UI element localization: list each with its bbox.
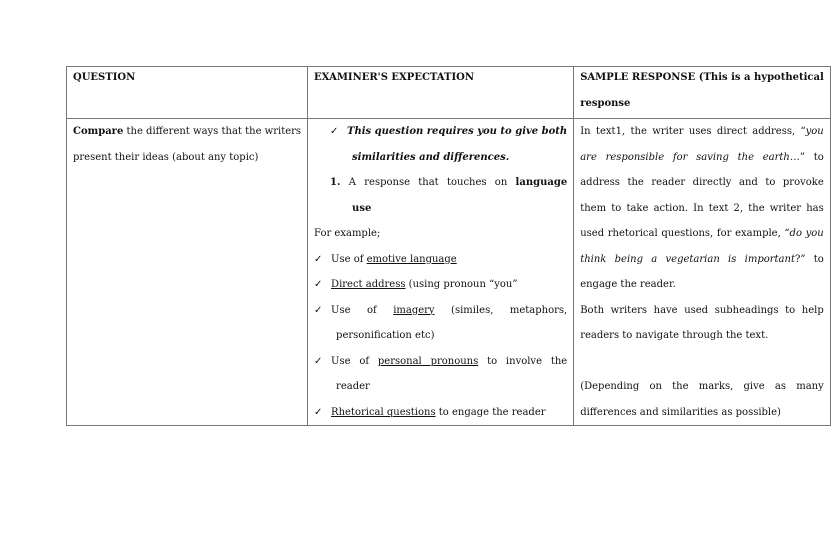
- list-item-text: [331, 272, 567, 298]
- question-cell: [67, 119, 308, 426]
- text-line: [580, 221, 824, 247]
- text-segment: you: [805, 126, 824, 137]
- text-line: [314, 145, 567, 171]
- text-segment: to engage the reader: [435, 406, 546, 418]
- text-line: [314, 221, 567, 247]
- text-line: [580, 400, 824, 426]
- text-line: [314, 272, 567, 298]
- text-segment: Use of: [331, 253, 367, 265]
- text-segment: For example;: [314, 228, 381, 239]
- text-line: [580, 374, 824, 400]
- text-segment: address the reader directly and to provoke: [580, 177, 824, 188]
- text-line: [580, 93, 824, 119]
- list-item-text: [331, 298, 567, 324]
- text-line: [580, 67, 824, 93]
- text-segment: This question requires you to give both: [347, 126, 568, 137]
- text-segment: QUESTION: [73, 72, 136, 83]
- text-segment: (similes, metaphors,: [434, 304, 568, 316]
- text-line: [314, 196, 567, 222]
- text-segment: 1.: [330, 177, 341, 188]
- text-segment: A response that touches on: [340, 177, 516, 188]
- text-segment: engage the reader.: [580, 279, 676, 290]
- checkmark-icon: ✓: [314, 253, 323, 265]
- text-line: [580, 298, 824, 324]
- header-row: [67, 67, 831, 119]
- text-segment: (using pronoun “you”: [405, 279, 518, 290]
- text-line: [314, 119, 567, 145]
- answer-guide-table: [66, 66, 831, 426]
- text-line: [314, 247, 567, 273]
- text-line: [580, 145, 824, 171]
- text-segment: imagery: [393, 304, 435, 316]
- text-segment: them to take action. In text 2, the writer has: [580, 202, 824, 214]
- text-segment: use: [352, 202, 372, 214]
- text-segment: Use of: [331, 355, 378, 367]
- text-line: [314, 349, 567, 375]
- text-line: [73, 67, 301, 93]
- text-segment: think being a vegetarian is important: [580, 253, 795, 265]
- text-segment: personification etc): [336, 330, 435, 341]
- text-segment: Both writers have used subheadings to help: [580, 304, 824, 316]
- text-segment: to involve the: [478, 355, 568, 367]
- expectation-cell: [308, 119, 574, 426]
- text-segment: Rhetorical questions: [331, 406, 436, 418]
- text-segment: similarities and differences.: [352, 151, 510, 163]
- text-segment: (Depending on the marks, give as many: [580, 381, 824, 392]
- text-segment: used rhetorical questions, for example, “: [580, 228, 790, 239]
- text-line: [314, 400, 567, 426]
- checkmark-icon: ✓: [330, 126, 339, 137]
- text-segment: do you: [789, 228, 824, 239]
- text-line: [580, 247, 824, 273]
- header-examiner-expectation: [308, 67, 574, 119]
- checkmark-icon: ✓: [314, 279, 323, 290]
- text-line: [314, 298, 567, 324]
- header-question: [67, 67, 308, 119]
- text-line: [580, 323, 824, 349]
- text-segment: readers to navigate through the text.: [580, 330, 769, 341]
- text-segment: are responsible for saving the earth…: [580, 151, 800, 163]
- text-line: [580, 196, 824, 222]
- text-segment: emotive language: [366, 253, 457, 265]
- sample-response-cell: [574, 119, 831, 426]
- text-line: [314, 374, 567, 400]
- checkmark-icon: ✓: [314, 304, 323, 316]
- checkmark-icon: ✓: [314, 406, 323, 418]
- text-segment: In text1, the writer uses direct address, “: [580, 126, 806, 137]
- text-segment: language: [515, 177, 568, 188]
- checkmark-icon: ✓: [314, 355, 323, 367]
- text-line: [580, 170, 824, 196]
- list-item-text: [347, 119, 567, 145]
- text-line: [73, 119, 301, 145]
- text-segment: reader: [336, 381, 370, 392]
- list-item-text: [331, 349, 567, 375]
- text-line: [314, 170, 567, 196]
- text-segment: Compare: [73, 126, 124, 137]
- text-segment: ” to: [799, 151, 824, 163]
- text-line: [580, 272, 824, 298]
- text-segment: Direct address: [331, 279, 406, 290]
- text-segment: present their ideas (about any topic): [73, 151, 259, 163]
- text-segment: response: [580, 97, 631, 109]
- list-item-text: [331, 247, 567, 273]
- text-segment: SAMPLE RESPONSE (This is a hypothetical: [580, 72, 824, 83]
- text-segment: EXAMINER'S EXPECTATION: [314, 72, 474, 83]
- text-segment: personal pronouns: [377, 355, 479, 367]
- text-line: [314, 323, 567, 349]
- text-segment: the different ways that the writers: [123, 126, 302, 137]
- list-item-text: [331, 400, 567, 426]
- text-segment: differences and similarities as possible): [580, 406, 781, 418]
- header-sample-response: [574, 67, 831, 119]
- text-line: [73, 145, 301, 171]
- text-segment: Use of: [331, 304, 394, 316]
- text-segment: ?” to: [794, 253, 824, 265]
- text-line: [580, 119, 824, 145]
- text-line: [580, 349, 824, 375]
- table-row: [67, 119, 831, 426]
- text-line: [314, 67, 567, 93]
